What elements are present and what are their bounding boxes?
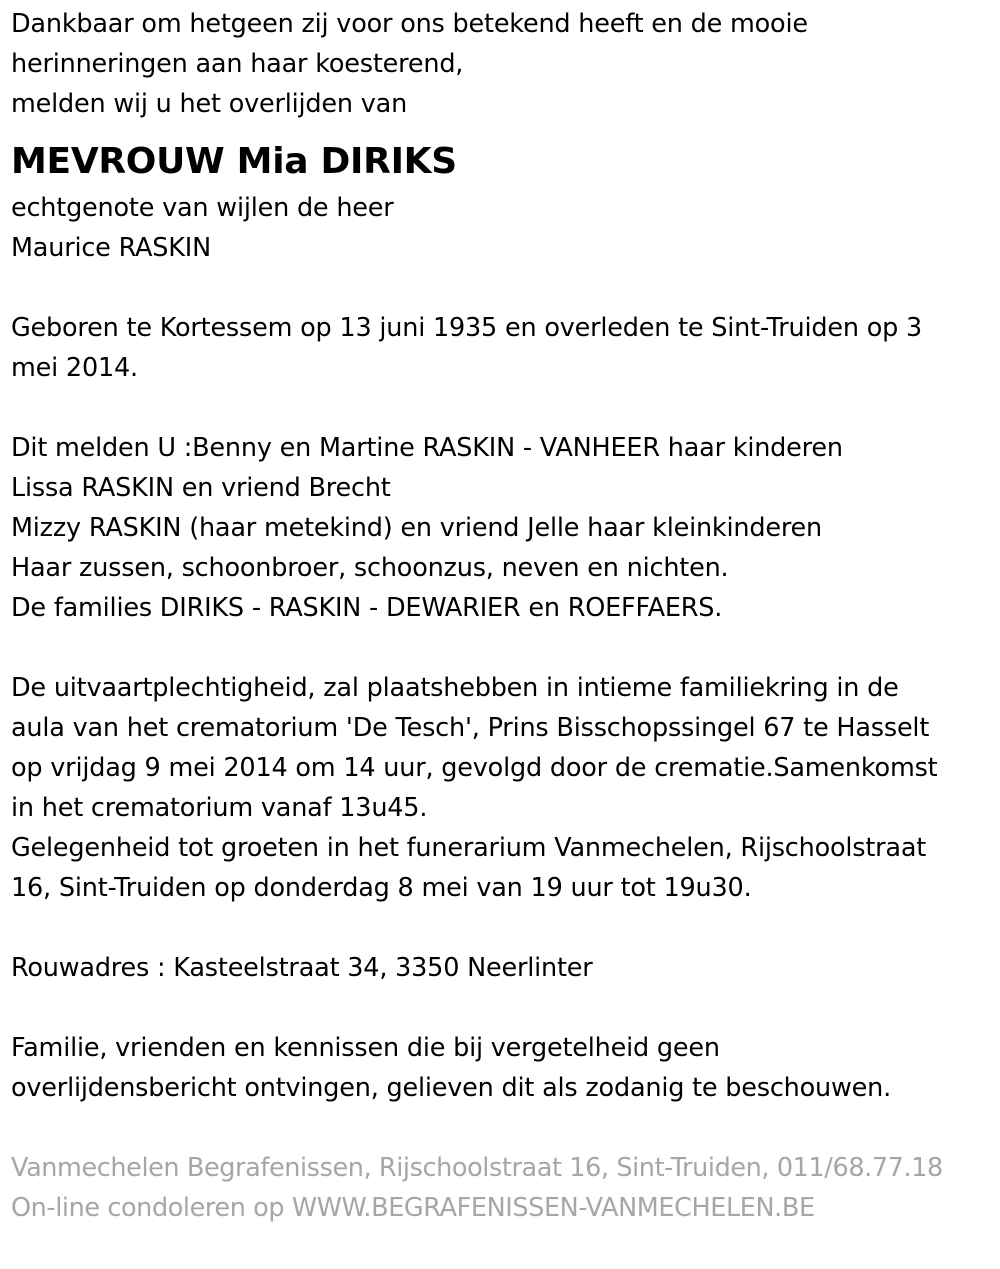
deceased-name: MEVROUW Mia DIRIKS xyxy=(11,141,457,182)
funeral-home-info: Vanmechelen Begrafenissen, Rijschoolstraat 16, Sint-Truiden, 011/68.77.18 xyxy=(11,1153,943,1183)
family-line: Lissa RASKIN en vriend Brecht xyxy=(11,473,391,503)
spacer xyxy=(11,388,996,428)
birth-death-paragraph xyxy=(11,308,996,388)
ceremony-line: op vrijdag 9 mei 2014 om 14 uur, gevolgd door de crematie.Samenkomst xyxy=(11,753,938,783)
footer xyxy=(11,1148,996,1228)
spacer xyxy=(11,268,996,308)
spacer xyxy=(11,1108,996,1148)
spouse-line: Maurice RASKIN xyxy=(11,233,212,263)
ceremony-line: De uitvaartplechtigheid, zal plaatshebben in intieme familiekring in de xyxy=(11,673,899,703)
ceremony-line: 16, Sint-Truiden op donderdag 8 mei van 19 uur tot 19u30. xyxy=(11,873,752,903)
online-condolence-info: On-line condoleren op WWW.BEGRAFENISSEN-VANMECHELEN.BE xyxy=(11,1193,815,1223)
family-line: Haar zussen, schoonbroer, schoonzus, neven en nichten. xyxy=(11,553,729,583)
intro-line: Dankbaar om hetgeen zij voor ons betekend heeft en de mooie xyxy=(11,9,808,39)
ceremony-line: Gelegenheid tot groeten in het funerarium Vanmechelen, Rijschoolstraat xyxy=(11,833,927,863)
intro-line: melden wij u het overlijden van xyxy=(11,89,408,119)
ceremony-paragraph xyxy=(11,668,996,908)
mourning-address: Rouwadres : Kasteelstraat 34, 3350 Neerlinter xyxy=(11,953,593,983)
intro-paragraph xyxy=(11,4,996,124)
family-line: De families DIRIKS - RASKIN - DEWARIER en ROEFFAERS. xyxy=(11,593,723,623)
death-notice xyxy=(11,4,996,1228)
spacer xyxy=(11,988,996,1028)
birth-death-line: Geboren te Kortessem op 13 juni 1935 en overleden te Sint-Truiden op 3 xyxy=(11,313,923,343)
spacer xyxy=(11,908,996,948)
closing-line: overlijdensbericht ontvingen, gelieven dit als zodanig te beschouwen. xyxy=(11,1073,892,1103)
family-line: Dit melden U :Benny en Martine RASKIN - VANHEER haar kinderen xyxy=(11,433,843,463)
birth-death-line: mei 2014. xyxy=(11,353,138,383)
spacer xyxy=(11,628,996,668)
closing-line: Familie, vrienden en kennissen die bij vergetelheid geen xyxy=(11,1033,720,1063)
ceremony-line: aula van het crematorium 'De Tesch', Prins Bisschopssingel 67 te Hasselt xyxy=(11,713,930,743)
spouse-line: echtgenote van wijlen de heer xyxy=(11,193,394,223)
family-line: Mizzy RASKIN (haar metekind) en vriend Jelle haar kleinkinderen xyxy=(11,513,822,543)
closing-paragraph xyxy=(11,1028,996,1108)
spouse-paragraph xyxy=(11,188,996,268)
family-paragraph xyxy=(11,428,996,628)
ceremony-line: in het crematorium vanaf 13u45. xyxy=(11,793,428,823)
intro-line: herinneringen aan haar koesterend, xyxy=(11,49,464,79)
